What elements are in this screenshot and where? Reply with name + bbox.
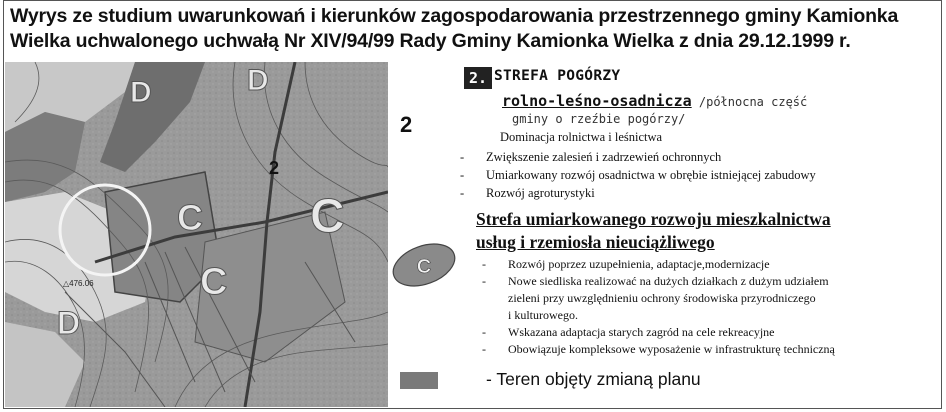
list-item: - Wskazana adaptacja starych zagród na cele rekreacyjne [482, 325, 775, 339]
document-title [10, 4, 935, 54]
strefa2-title: STREFA POGÓRZY [494, 68, 621, 84]
legend-panel [390, 62, 940, 407]
map-label-c-1: C [177, 197, 203, 238]
list-item: - Zwiększenie zalesień i zadrzewień ochronnych [460, 150, 722, 164]
strefa2-badge: 2. [464, 67, 492, 89]
map-zone-number: 2 [269, 158, 280, 178]
strefa2-dominant: Dominacja rolnictwa i leśnictwa [500, 130, 663, 144]
list-item: - Umiarkowany rozwój osadnictwa w obrębie istniejącej zabudowy [460, 168, 816, 182]
list-item-continuation: i kulturowego. [508, 308, 578, 322]
strefa2-subtitle-line2: gminy o rzeźbie pogórzy/ [512, 112, 686, 126]
list-item: - Obowiązuje kompleksowe wyposażenie w infrastrukturę techniczną [482, 342, 835, 356]
strefa-c-title-line2: usług i rzemiosła nieuciążliwego [476, 232, 715, 252]
strefa2-subtitle-rest: /północna część [691, 95, 808, 109]
plan-change-swatch [400, 372, 438, 389]
strefa2-subtitle-underlined: rolno-leśno-osadnicza [502, 92, 692, 110]
list-item: - Nowe siedliska realizować na dużych działkach z dużym udziałem [482, 274, 829, 288]
map-label-c-2: C [310, 190, 345, 243]
strefa-c-oval-symbol [390, 242, 458, 288]
map-label-c-3: C [200, 261, 228, 303]
strefa2-subtitle [502, 92, 807, 110]
list-item: - Rozwój agroturystyki [460, 186, 595, 200]
map-label-d-3: D [57, 305, 81, 341]
plan-change-label: - Teren objęty zmianą planu [486, 369, 701, 389]
title-line-1: Wyrys ze studium uwarunkowań i kierunków zagospodarowania przestrzennego gminy Kamionka [10, 5, 899, 27]
list-item-continuation: zieleni przy uwzględnieniu ochrony środowiska przyrodniczego [508, 291, 816, 305]
strefa-c-title-line1: Strefa umiarkowanego rozwoju mieszkalnictwa [476, 209, 831, 229]
strefa2-bullet-list [460, 148, 816, 202]
legend-zone-number: 2 [400, 112, 413, 137]
map-elevation-label: △476.06 [63, 279, 94, 288]
strefa-c-oval-label: C [416, 256, 432, 278]
strefa-c-title [476, 208, 831, 254]
list-item: - Rozwój poprzez uzupełnienia, adaptacje,modernizacje [482, 257, 770, 271]
zoning-map [5, 62, 388, 407]
map-label-d-2: D [247, 64, 269, 97]
title-line-2: Wielka uchwalonego uchwałą Nr XIV/94/99 Rady Gminy Kamionka Wielka z dnia 29.12.1999 r. [10, 30, 851, 52]
strefa-c-bullet-list [482, 256, 835, 358]
map-label-d-1: D [130, 76, 152, 109]
